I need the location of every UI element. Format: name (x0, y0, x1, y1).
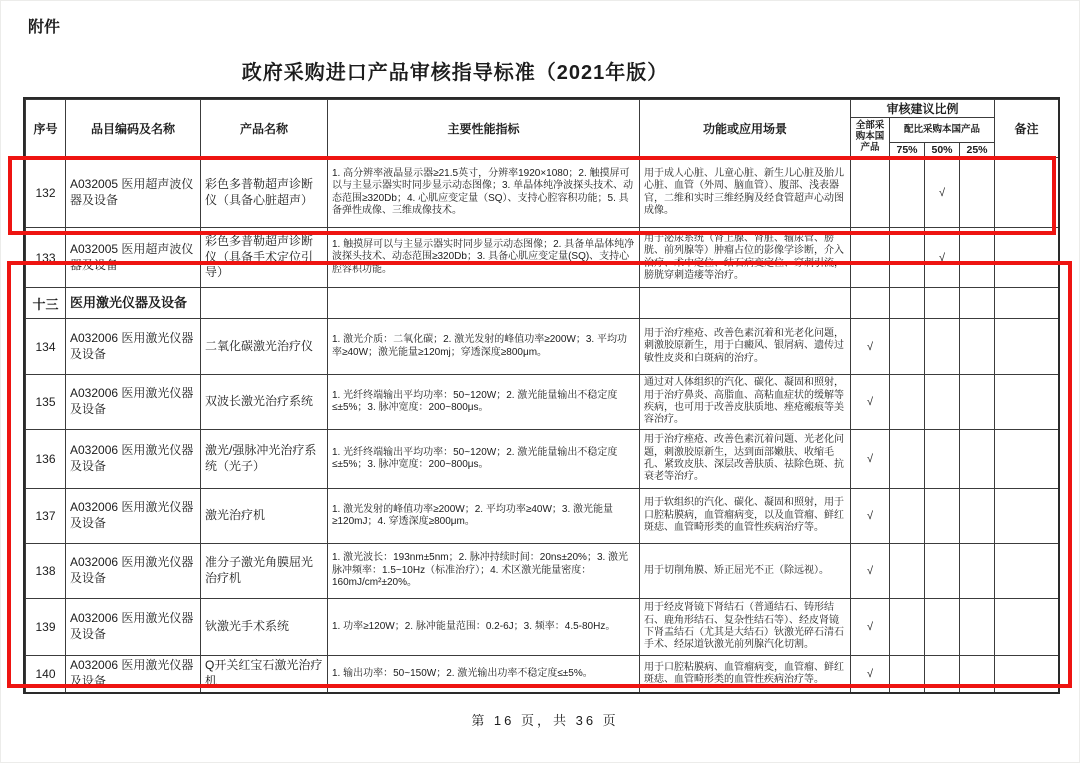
cell-check-all-domestic (851, 288, 890, 319)
cell-product-name: 彩色多普勒超声诊断仪（具备手术定位引导） (201, 228, 328, 288)
cell-product-name: 双波长激光治疗系统 (201, 375, 328, 430)
cell-check-all-domestic: √ (851, 599, 890, 656)
cell-remark (995, 656, 1059, 693)
cell-performance: 1. 激光波长：193nm±5nm；2. 脉冲持续时间：20ns±20%；3. 激光脉冲频率：1.5~10Hz（标准治疗）；4. 术区激光能量密度：160mJ/cm²±20%。 (328, 544, 640, 599)
cell-check-25 (960, 288, 995, 319)
header-ratio-25: 25% (960, 143, 995, 158)
cell-remark (995, 544, 1059, 599)
cell-check-25 (960, 544, 995, 599)
cell-item-code: 医用激光仪器及设备 (66, 288, 201, 319)
document-title: 政府采购进口产品审核指导标准（2021年版） (241, 62, 669, 84)
cell-check-50 (925, 544, 960, 599)
cell-check-50 (925, 375, 960, 430)
cell-remark (995, 288, 1059, 319)
cell-seq: 136 (26, 430, 66, 489)
cell-item-code: A032006 医用激光仪器及设备 (66, 489, 201, 544)
page-number: 第 16 页，共 36 页 (471, 713, 619, 728)
header-remarks: 备注 (995, 100, 1059, 158)
section-row (26, 288, 1059, 319)
header-product-name: 产品名称 (201, 100, 328, 158)
cell-check-75 (890, 375, 925, 430)
cell-check-50 (925, 656, 960, 693)
cell-application: 用于软组织的汽化、碳化、凝固和照射，用于口腔粘膜病，血管瘤病变，以及血管瘤、鲜红斑痣、血管畸形类的血管性疾病治疗等。 (640, 489, 851, 544)
cell-check-50 (925, 288, 960, 319)
cell-item-code: A032006 医用激光仪器及设备 (66, 375, 201, 430)
cell-application: 用于口腔粘膜病、血管瘤病变，血管瘤、鲜红斑痣、血管畸形类的血管性疾病治疗等。 (640, 656, 851, 693)
cell-check-all-domestic: √ (851, 489, 890, 544)
standards-table (25, 99, 1059, 693)
cell-product-name: 激光/强脉冲光治疗系统（光子） (201, 430, 328, 489)
cell-check-25 (960, 489, 995, 544)
table-row (26, 599, 1059, 656)
cell-application: 用于成人心脏、儿童心脏、新生儿心脏及胎儿心脏、血管（外周、脑血管）、腹部、浅表器官，二维和实时三维经胸及经食管超声心动图成像。 (640, 158, 851, 228)
header-review-ratio: 审核建议比例 (851, 100, 995, 118)
cell-check-25 (960, 228, 995, 288)
cell-check-all-domestic: √ (851, 430, 890, 489)
cell-check-25 (960, 319, 995, 375)
table-row (26, 544, 1059, 599)
cell-check-all-domestic (851, 228, 890, 288)
cell-check-all-domestic (851, 158, 890, 228)
cell-product-name (201, 288, 328, 319)
cell-performance: 1. 输出功率：50~150W；2. 激光输出功率不稳定度≤±5%。 (328, 656, 640, 693)
cell-check-25 (960, 375, 995, 430)
cell-performance: 1. 光纤终端输出平均功率：50~120W；2. 激光能量输出不稳定度≤±5%；3. 脉冲宽度：200~800μs。 (328, 375, 640, 430)
cell-seq: 135 (26, 375, 66, 430)
cell-check-25 (960, 656, 995, 693)
cell-performance: 1. 激光发射的峰值功率≥200W；2. 平均功率≥40W；3. 激光能量≥120mJ；4. 穿透深度≥800μm。 (328, 489, 640, 544)
cell-check-all-domestic: √ (851, 544, 890, 599)
table-row (26, 656, 1059, 693)
table-row (26, 228, 1059, 288)
cell-item-code: A032006 医用激光仪器及设备 (66, 430, 201, 489)
header-item-code: 品目编码及名称 (66, 100, 201, 158)
cell-check-50 (925, 430, 960, 489)
cell-seq: 十三 (26, 288, 66, 319)
cell-remark (995, 599, 1059, 656)
attachment-label: 附件 (28, 19, 61, 36)
cell-product-name: Q开关红宝石激光治疗机 (201, 656, 328, 693)
cell-seq: 139 (26, 599, 66, 656)
cell-application: 用于切削角膜、矫正屈光不正（除远视）。 (640, 544, 851, 599)
cell-application: 用于治疗痤疮、改善色素沉着和光老化问题，刺激胶原新生，用于白癜风、银屑病、遗传过敏性皮炎和白斑病的治疗。 (640, 319, 851, 375)
cell-application: 用于经皮肾镜下肾结石（普通结石、铸形结石、鹿角形结石、复杂性结石等）、经皮肾镜下肾盂结石（尤其是大结石）钬激光碎石清石手术、经尿道钬激光前列腺汽化切割。 (640, 599, 851, 656)
header-application: 功能或应用场景 (640, 100, 851, 158)
cell-performance: 1. 光纤终端输出平均功率：50~120W；2. 激光能量输出不稳定度≤±5%；3. 脉冲宽度：200~800μs。 (328, 430, 640, 489)
header-seq: 序号 (26, 100, 66, 158)
cell-remark (995, 158, 1059, 228)
cell-seq: 132 (26, 158, 66, 228)
cell-check-75 (890, 544, 925, 599)
cell-remark (995, 319, 1059, 375)
header-ratio-75: 75% (890, 143, 925, 158)
table-row (26, 430, 1059, 489)
cell-performance: 1. 激光介质：二氧化碳；2. 激光发射的峰值功率≥200W；3. 平均功率≥40W；激光能量≥120mj；穿透深度≥800μm。 (328, 319, 640, 375)
cell-product-name: 钬激光手术系统 (201, 599, 328, 656)
header-ratio-domestic: 配比采购本国产品 (890, 118, 995, 143)
cell-item-code: A032005 医用超声波仪器及设备 (66, 228, 201, 288)
cell-remark (995, 375, 1059, 430)
cell-check-50: √ (925, 158, 960, 228)
cell-item-code: A032005 医用超声波仪器及设备 (66, 158, 201, 228)
header-ratio-50: 50% (925, 143, 960, 158)
cell-check-75 (890, 319, 925, 375)
cell-check-75 (890, 288, 925, 319)
cell-application (640, 288, 851, 319)
cell-seq: 137 (26, 489, 66, 544)
cell-product-name: 准分子激光角膜屈光治疗机 (201, 544, 328, 599)
table-row (26, 319, 1059, 375)
cell-item-code: A032006 医用激光仪器及设备 (66, 599, 201, 656)
cell-check-25 (960, 158, 995, 228)
cell-remark (995, 228, 1059, 288)
cell-item-code: A032006 医用激光仪器及设备 (66, 656, 201, 693)
cell-check-75 (890, 656, 925, 693)
cell-application: 用于治疗痤疮、改善色素沉着问题、光老化问题，刺激胶原新生，达到面部嫩肤、收缩毛孔、紧致皮肤、深层改善肤质、祛除色斑、抗衰老等治疗。 (640, 430, 851, 489)
cell-check-50 (925, 489, 960, 544)
cell-performance: 1. 功率≥120W；2. 脉冲能量范围：0.2-6J；3. 频率：4.5-80Hz。 (328, 599, 640, 656)
cell-remark (995, 489, 1059, 544)
table-header (26, 100, 1059, 158)
cell-check-75 (890, 158, 925, 228)
cell-check-50 (925, 599, 960, 656)
cell-application: 通过对人体组织的汽化、碳化、凝固和照射，用于治疗鼻炎、高脂血、高粘血症状的缓解等疾病，也可用于改善皮肤质地、痤疮瘢痕等美容治疗。 (640, 375, 851, 430)
cell-performance: 1. 高分辨率液晶显示器≥21.5英寸，分辨率1920×1080；2. 触摸屏可以与主显示器实时同步显示动态图像；3. 单晶体纯净波探头技术、动态范围≥320Db；4. 心肌应变定量（SQ）、支持心腔容积功能；5. 具备弹性成像、三维成像技术。 (328, 158, 640, 228)
cell-seq: 138 (26, 544, 66, 599)
cell-check-75 (890, 489, 925, 544)
cell-check-75 (890, 599, 925, 656)
cell-performance (328, 288, 640, 319)
cell-item-code: A032006 医用激光仪器及设备 (66, 544, 201, 599)
header-all-domestic: 全部采购本国产品 (851, 118, 890, 158)
cell-product-name: 激光治疗机 (201, 489, 328, 544)
cell-check-50 (925, 319, 960, 375)
cell-product-name: 二氧化碳激光治疗仪 (201, 319, 328, 375)
cell-check-all-domestic: √ (851, 375, 890, 430)
cell-seq: 140 (26, 656, 66, 693)
cell-check-25 (960, 599, 995, 656)
cell-remark (995, 430, 1059, 489)
header-performance: 主要性能指标 (328, 100, 640, 158)
cell-performance: 1. 触摸屏可以与主显示器实时同步显示动态图像；2. 具备单晶体纯净波探头技术、动态范围≥320Db；3. 具备心肌应变定量(SQ)、支持心腔容积功能。 (328, 228, 640, 288)
table-row (26, 375, 1059, 430)
cell-check-all-domestic: √ (851, 319, 890, 375)
cell-check-25 (960, 430, 995, 489)
cell-application: 用于泌尿系统（肾上腺、肾脏、输尿管、膀胱、前列腺等）肿瘤占位的影像学诊断，介入治疗、术中定位、结石病变定位、穿刺引流，膀胱穿刺造瘘等治疗。 (640, 228, 851, 288)
table-row (26, 158, 1059, 228)
cell-product-name: 彩色多普勒超声诊断仪（具备心脏超声） (201, 158, 328, 228)
cell-check-all-domestic: √ (851, 656, 890, 693)
cell-seq: 133 (26, 228, 66, 288)
table-body (26, 158, 1059, 693)
cell-item-code: A032006 医用激光仪器及设备 (66, 319, 201, 375)
table-row (26, 489, 1059, 544)
cell-check-50: √ (925, 228, 960, 288)
cell-check-75 (890, 228, 925, 288)
cell-seq: 134 (26, 319, 66, 375)
standards-table-container (23, 97, 1060, 694)
cell-check-75 (890, 430, 925, 489)
